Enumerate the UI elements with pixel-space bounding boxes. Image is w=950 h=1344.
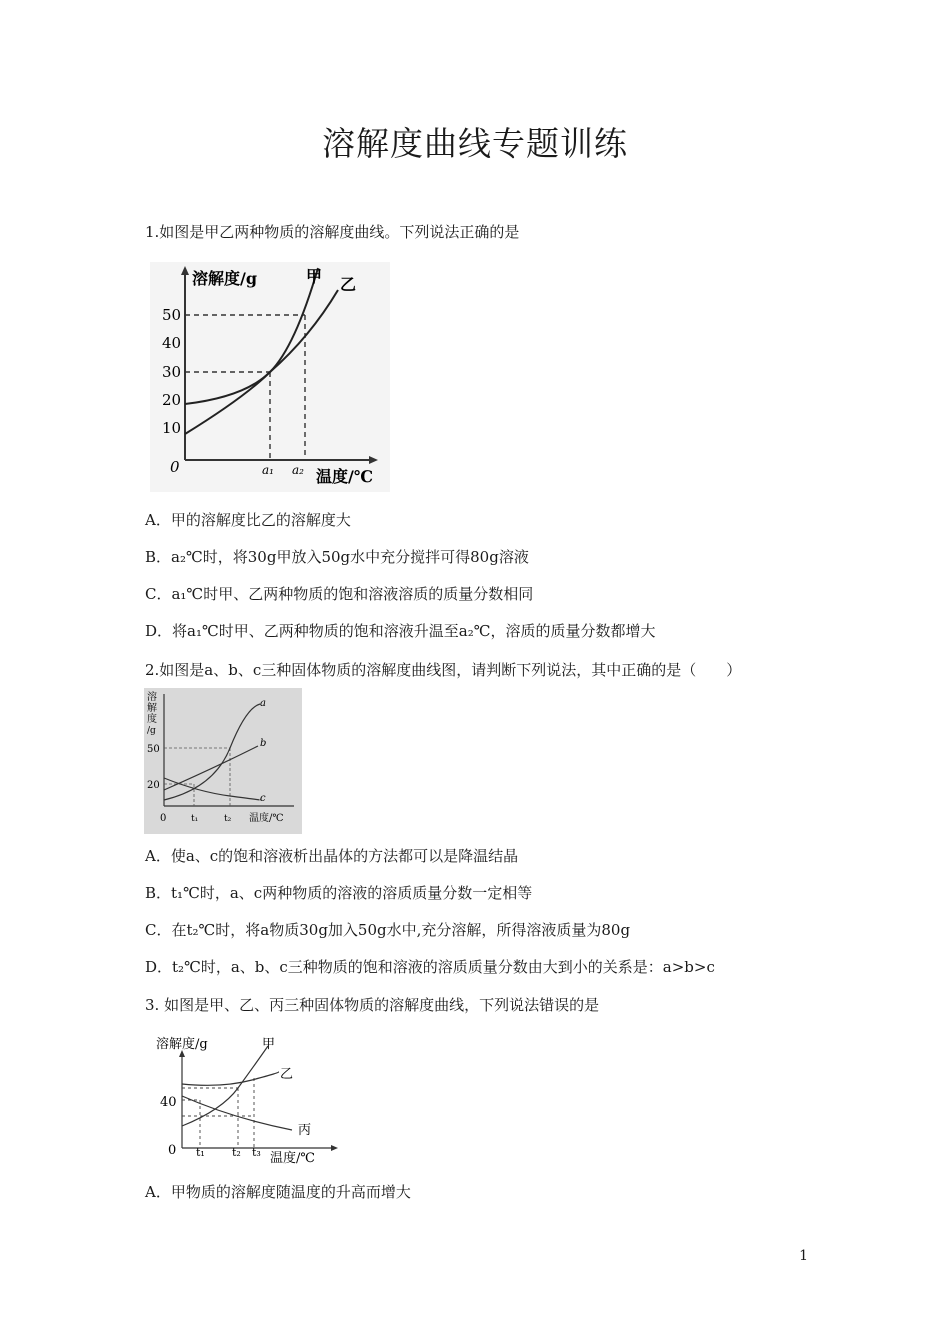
q1-option-b: B．a₂℃时，将30g甲放入50g水中充分搅拌可得80g溶液 xyxy=(145,548,529,566)
q3-curve-label-yi: 乙 xyxy=(280,1067,294,1082)
q1-x-label: 温度/℃ xyxy=(316,467,374,486)
q3-x-mark-t1: t₁ xyxy=(196,1146,205,1159)
page-number: 1 xyxy=(799,1248,808,1264)
q1-origin: 0 xyxy=(170,458,180,476)
q2-curve-label-c: c xyxy=(260,793,266,804)
q1-option-c: C．a₁℃时甲、乙两种物质的饱和溶液溶质的质量分数相同 xyxy=(145,585,534,603)
q1-x-mark-a1: a₁ xyxy=(262,463,274,477)
q1-curve-label-yi: 乙 xyxy=(340,275,357,294)
q2-y-label: 解 xyxy=(147,703,157,714)
q1-solubility-chart xyxy=(150,262,390,492)
q2-ytick: 50 xyxy=(147,744,160,755)
q2-origin: 0 xyxy=(160,813,167,824)
q1-curve-label-jia: 甲 xyxy=(306,267,323,286)
q3-ytick: 40 xyxy=(160,1095,177,1110)
q2-curve-label-b: b xyxy=(260,738,267,749)
q1-ytick: 10 xyxy=(162,419,182,437)
q1-ytick: 50 xyxy=(162,306,182,324)
q3-x-label: 温度/℃ xyxy=(270,1151,315,1166)
q2-option-a: A．使a、c的饱和溶液析出晶体的方法都可以是降温结晶 xyxy=(145,847,519,865)
q1-y-label: 溶解度/g xyxy=(192,269,258,288)
q3-curve-label-bing: 丙 xyxy=(298,1123,312,1138)
q1-ytick: 40 xyxy=(162,334,182,352)
q3-curve-yi xyxy=(182,1072,278,1085)
q2-x-mark-t1: t₁ xyxy=(191,814,199,824)
q2-curve-label-a: a xyxy=(260,698,266,709)
q3-origin: 0 xyxy=(168,1143,177,1158)
q2-option-c: C．在t₂℃时，将a物质30g加入50g水中,充分溶解，所得溶液质量为80g xyxy=(145,921,631,939)
q2-solubility-chart xyxy=(144,688,302,834)
page-title: 溶解度曲线专题训练 xyxy=(322,124,628,163)
q1-ytick: 30 xyxy=(162,363,182,381)
q3-x-mark-t3: t₃ xyxy=(252,1146,261,1159)
q3-curve-jia xyxy=(182,1046,268,1126)
q1-ytick: 20 xyxy=(162,391,182,409)
q3-curve-label-jia: 甲 xyxy=(262,1037,276,1052)
q2-y-label: 溶 xyxy=(147,692,157,703)
q2-option-d: D．t₂℃时，a、b、c三种物质的饱和溶液的溶质质量分数由大到小的关系是：a>b>c xyxy=(145,958,715,976)
q3-option-a: A．甲物质的溶解度随温度的升高而增大 xyxy=(145,1183,411,1201)
q1-option-d: D．将a₁℃时甲、乙两种物质的饱和溶液升温至a₂℃，溶质的质量分数都增大 xyxy=(145,622,656,640)
q2-x-mark-t2: t₂ xyxy=(224,814,232,824)
q3-x-mark-t2: t₂ xyxy=(232,1146,241,1159)
q1-option-a: A．甲的溶解度比乙的溶解度大 xyxy=(145,511,351,529)
q3-curve-bing xyxy=(182,1096,292,1130)
question-3-stem: 3. 如图是甲、乙、丙三种固体物质的溶解度曲线，下列说法错误的是 xyxy=(145,996,600,1014)
q3-solubility-chart xyxy=(152,1030,352,1170)
q2-y-label: 度 xyxy=(147,714,157,725)
q2-y-label: /g xyxy=(147,726,156,736)
question-2-stem: 2.如图是a、b、c三种固体物质的溶解度曲线图，请判断下列说法，其中正确的是（ ） xyxy=(145,661,742,679)
question-1-stem: 1.如图是甲乙两种物质的溶解度曲线。下列说法正确的是 xyxy=(145,223,520,241)
q2-x-label: 温度/℃ xyxy=(249,813,284,824)
q2-option-b: B．t₁℃时，a、c两种物质的溶液的溶质质量分数一定相等 xyxy=(145,884,533,902)
q1-x-mark-a2: a₂ xyxy=(292,463,304,477)
q2-ytick: 20 xyxy=(147,780,160,791)
q3-y-label: 溶解度/g xyxy=(156,1037,208,1052)
